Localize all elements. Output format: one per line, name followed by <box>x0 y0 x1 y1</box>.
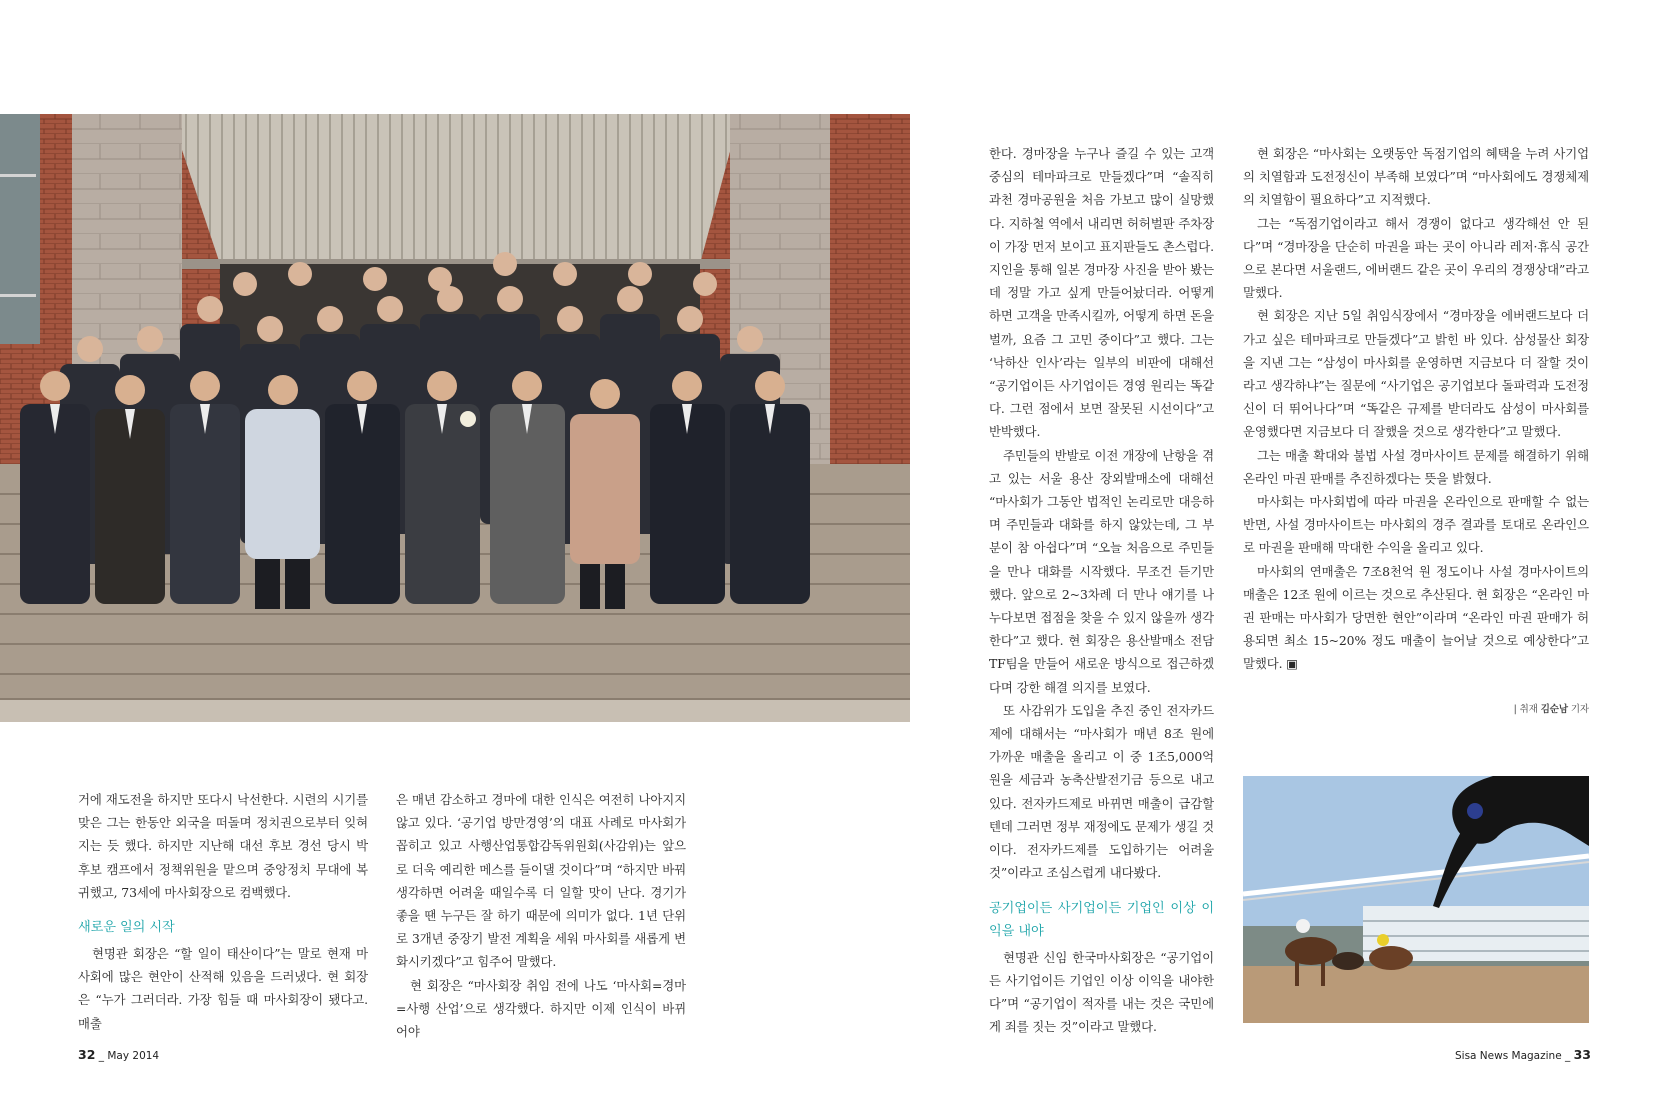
footer-right <box>1455 1047 1591 1062</box>
col1-paragraph-2: 현명관 회장은 “할 일이 태산이다”는 말로 현재 마사회에 많은 현안이 산적해 있음을 드러냈다. 현 회장은 “누가 그러더라. 가장 힘들 때 마사회장이 됐다고. 매출 <box>78 946 368 1031</box>
credit-prefix: | 취재 <box>1513 703 1538 715</box>
col2-paragraph-2: 현 회장은 “마사회장 취임 전에 나도 ‘마사회=경마=사행 산업’으로 생각했다. 하지만 이제 인식이 바뀌어야 <box>396 977 686 1040</box>
col3-paragraph-3: 또 사감위가 도입을 추진 중인 전자카드제에 대해서는 “마사회가 매년 8조 원에 가까운 매출을 올리고 이 중 1조5,000억 원을 세금과 농축산발전기금 등으로 내고 있다. 전자카드제로 바뀌면 매출이 급감할 텐데 그러면 정부 재정에도 문제가 생길 것이다. 전자카드제를 도입하기는 어려울 것”이라고 조심스럽게 내다봤다. <box>989 702 1214 881</box>
article-column-2 <box>396 788 686 1043</box>
section-heading-profit: 공기업이든 사기업이든 기업인 이상 이익을 내야 <box>989 900 1214 939</box>
horse-racing-photo <box>1243 776 1589 1023</box>
article-column-4 <box>1243 142 1589 721</box>
section-heading-new-work: 새로운 일의 시작 <box>78 920 175 936</box>
reporter-credit <box>1243 698 1589 721</box>
horse-racing-illustration <box>1243 776 1589 1023</box>
col3-paragraph-4: 현명관 신임 한국마사회장은 “공기업이든 사기업이든 기업인 이상 이익을 내야한다”며 “공기업이 적자를 내는 것은 국민에게 죄를 짓는 것”이라고 말했다. <box>989 949 1214 1035</box>
reporter-name: 김순남 <box>1540 703 1568 715</box>
article-column-3 <box>989 142 1214 1038</box>
col2-paragraph-1: 은 매년 감소하고 경마에 대한 인식은 여전히 나아지지 않고 있다. ‘공기업 방만경영’의 대표 사례로 마사회가 꼽히고 있고 사행산업통합감독위원회(사감위)는 앞으로 더욱 예리한 메스를 들이댈 것이다”며 “하지만 바꿔 생각하면 어려울 때일수록 더 일할 맛이 난다. 경기가 좋을 땐 누구든 잘 하기 때문에 의미가 없다. 1년 단위로 3개년 중장기 발전 계획을 세워 마사회를 새롭게 변화시키겠다”고 힘주어 말했다. <box>396 792 686 970</box>
footer-left <box>78 1047 159 1062</box>
col3-paragraph-1: 한다. 경마장을 누구나 즐길 수 있는 고객 중심의 테마파크로 만들겠다”며 “솔직히 과천 경마공원을 처음 가보고 많이 실망했다. 지하철 역에서 내리면 허허벌판 주차장이 가장 먼저 보이고 표지판들도 촌스럽다. 지인을 통해 일본 경마장 사진을 받아 봤는데 정말 가고 싶게 만들어놨더라. 어떻게 하면 고객을 만족시킬까, 어떻게 하면 돈을 벌까, 요즘 그 고민 중이다”고 했다. 그는 ‘낙하산 인사’라는 일부의 비판에 대해선 “공기업이든 사기업이든 경영 원리는 똑같다. 그런 점에서 보면 잘못된 시선이다”고 반박했다. <box>989 146 1214 440</box>
col4-paragraph-2: 그는 “독점기업이라고 해서 경쟁이 없다고 생각해선 안 된다”며 “경마장을 단순히 마권을 파는 곳이 아니라 레저·휴식 공간으로 본다면 서울랜드, 에버랜드 같은 곳이 우리의 경쟁상대”라고 말했다. <box>1243 215 1589 301</box>
group-photo <box>0 114 910 722</box>
col4-paragraph-1: 현 회장은 “마사회는 오랫동안 독점기업의 혜택을 누려 사기업의 치열함과 도전정신이 부족해 보였다”며 “마사회에도 경쟁체제의 치열함이 필요하다”고 지적했다. <box>1243 146 1589 208</box>
col3-paragraph-2: 주민들의 반발로 이전 개장에 난항을 겪고 있는 서울 용산 장외발매소에 대해선 “마사회가 그동안 법적인 논리로만 대응하며 주민들과 대화를 하지 않았는데, 그 부분이 참 아쉽다”며 “오늘 처음으로 주민들을 만나 대화를 시작했다. 무조건 듣기만 했다. 앞으로 2~3차례 더 만나 얘기를 나누다보면 접점을 찾을 수 있지 않을까 생각한다”고 했다. 현 회장은 용산발매소 전담 TF팀을 만들어 새로운 방식으로 접근하겠다며 강한 해결 의지를 보였다. <box>989 447 1214 695</box>
col4-paragraph-5: 마사회는 마사회법에 따라 마권을 온라인으로 판매할 수 없는 반면, 사설 경마사이트는 마사회의 경주 결과를 토대로 온라인으로 마권을 판매해 막대한 수익을 올리고 있다. <box>1243 494 1589 556</box>
page-number-right: 33 <box>1573 1047 1591 1062</box>
credit-suffix: 기자 <box>1570 703 1589 715</box>
col4-paragraph-3: 현 회장은 지난 5일 취임식장에서 “경마장을 에버랜드보다 더 가고 싶은 테마파크로 만들겠다”고 밝힌 바 있다. 삼성물산 회장을 지낸 그는 “삼성이 마사회를 운영하면 지금보다 더 잘할 것이라고 생각하냐”는 질문에 “사기업은 공기업보다 돌파력과 도전정신이 더 뛰어나다”며 “똑같은 규제를 받더라도 삼성이 마사회를 운영했다면 지금보다 더 잘했을 것으로 생각한다”고 말했다. <box>1243 308 1589 440</box>
footer-right-text: Sisa News Magazine _ <box>1454 1050 1571 1062</box>
page-number-left: 32 <box>78 1047 96 1062</box>
col1-paragraph-1: 거에 재도전을 하지만 또다시 낙선한다. 시련의 시기를 맞은 그는 한동안 외국을 떠돌며 정치권으로부터 잊혀지는 듯 했다. 하지만 지난해 대선 후보 경선 당시 박 후보 캠프에서 정책위원을 맡으며 중앙정치 무대에 복귀했고, 73세에 마사회장으로 컴백했다. <box>78 792 368 900</box>
col4-paragraph-6: 마사회의 연매출은 7조8천억 원 정도이나 사설 경마사이트의 매출은 12조 원에 이르는 것으로 추산된다. 현 회장은 “온라인 마권 판매는 마사회가 당면한 현안”이라며 “온라인 마권 판매가 허용되면 최소 15~20% 정도 매출이 늘어날 것으로 예상한다”고 말했다. ▣ <box>1243 563 1589 672</box>
col4-paragraph-4: 그는 매출 확대와 불법 사설 경마사이트 문제를 해결하기 위해 온라인 마권 판매를 추진하겠다는 뜻을 밝혔다. <box>1243 447 1589 486</box>
group-photo-illustration <box>0 114 910 722</box>
article-column-1 <box>78 788 368 1035</box>
footer-left-text: _ May 2014 <box>98 1050 160 1062</box>
